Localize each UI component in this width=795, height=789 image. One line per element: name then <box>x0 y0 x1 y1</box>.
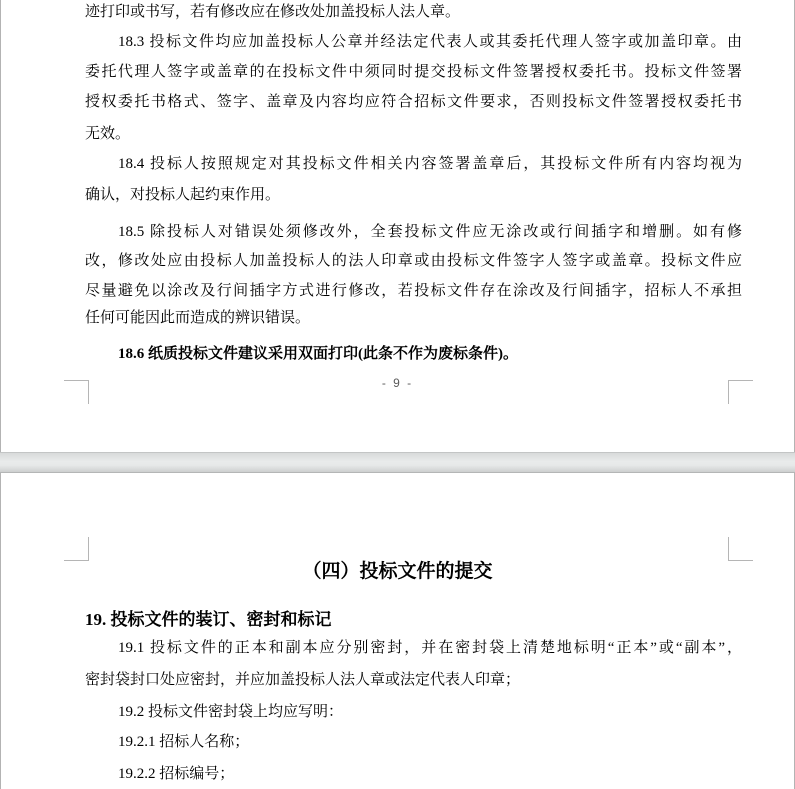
clause-heading: 19. 投标文件的装订、密封和标记 <box>85 610 332 629</box>
text-line: 无效。 <box>85 126 131 142</box>
text-line: 密封袋封口处应密封，并应加盖投标人法人章或法定代表人印章； <box>85 672 521 688</box>
text-line: 迹打印或书写，若有修改应在修改处加盖投标人法人章。 <box>85 4 461 20</box>
text-line: 确认，对投标人起约束作用。 <box>85 187 281 203</box>
text-line: 19.2.1 招标人名称； <box>118 734 250 750</box>
text-line: 19.2 投标文件密封袋上均应写明： <box>118 704 344 720</box>
text-line: 委托代理人签字或盖章的在投标文件中须同时提交投标文件签署授权委托书。投标文件签署 <box>85 64 742 80</box>
section-title: （四）投标文件的提交 <box>302 561 493 582</box>
page-break-gap <box>0 452 795 473</box>
text-line: 19.1 投标文件的正本和副本应分别密封，并在密封袋上清楚地标明“正本”或“副本”， <box>118 640 742 656</box>
text-line: 18.4 投标人按照规定对其投标文件相关内容签署盖章后，其投标文件所有内容均视为 <box>118 156 742 172</box>
text-line: 19.2.2 招标编号； <box>118 766 235 782</box>
text-line: 改，修改处应由投标人加盖投标人的法人印章或由投标文件签字人签字或盖章。投标文件应 <box>85 253 742 269</box>
text-line: 任何可能因此而造成的辨识错误。 <box>85 310 311 326</box>
text-line: 18.5 除投标人对错误处须修改外，全套投标文件应无涂改或行间插字和增删。如有修 <box>118 224 742 240</box>
text-line: 尽量避免以涂改及行间插字方式进行修改，若投标文件存在涂改及行间插字，招标人不承担 <box>85 283 742 299</box>
text-line: 授权委托书格式、签字、盖章及内容均应符合招标文件要求，否则投标文件签署授权委托书 <box>85 94 742 110</box>
text-line: 18.6 纸质投标文件建议采用双面打印(此条不作为废标条件)。 <box>118 346 518 362</box>
page-number: - 9 - <box>381 376 414 390</box>
text-line: 18.3 投标文件均应加盖投标人公章并经法定代表人或其委托代理人签字或加盖印章。由 <box>118 34 742 50</box>
